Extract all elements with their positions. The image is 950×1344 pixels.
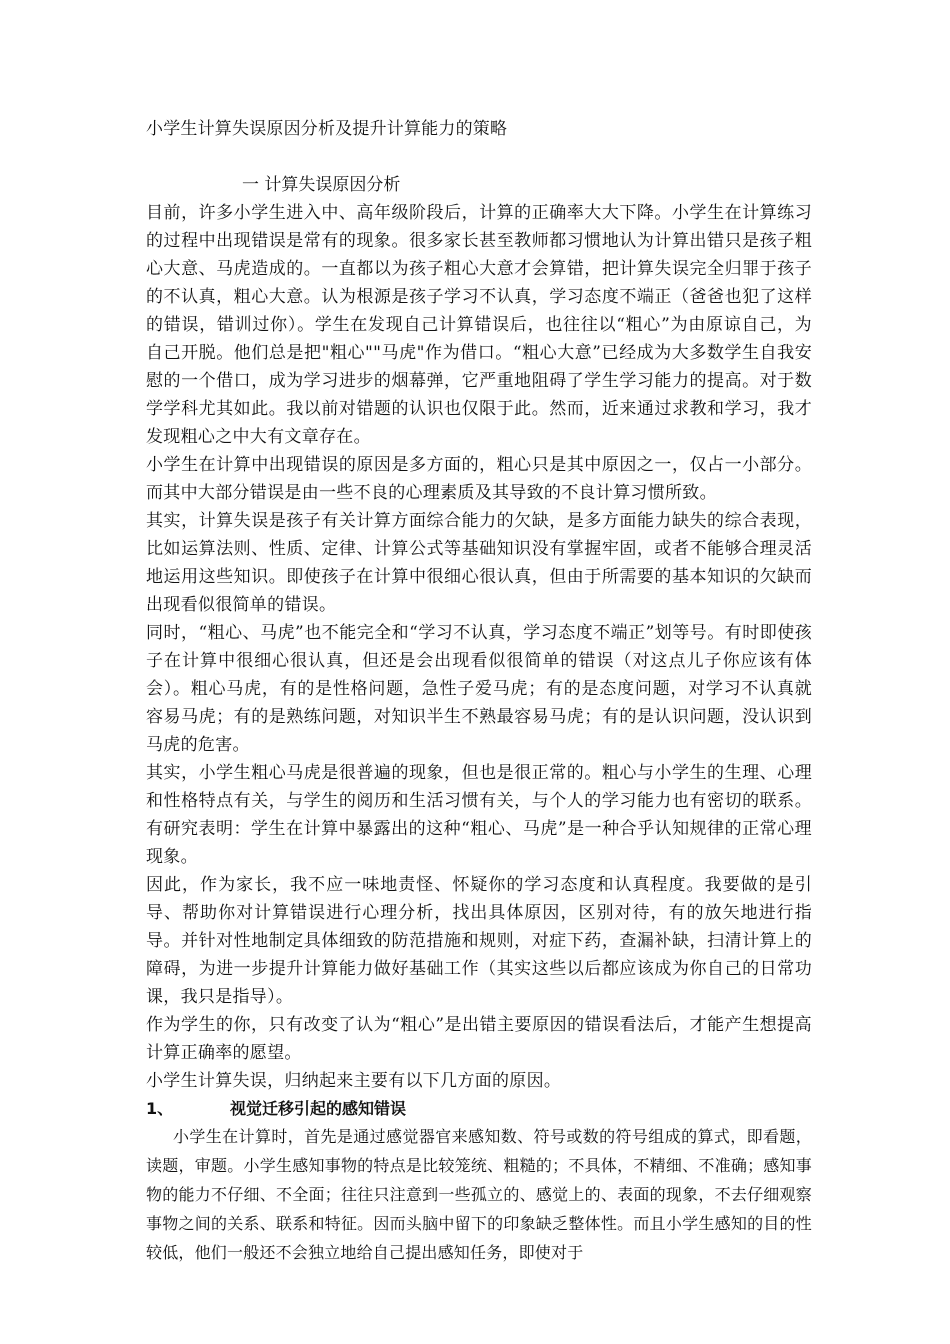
paragraph: 小学生计算失误，归纳起来主要有以下几方面的原因。 <box>146 1071 562 1091</box>
subsection-title: 视觉迁移引起的感知错误 <box>230 1099 407 1118</box>
section-heading: 一 计算失误原因分析 <box>242 175 401 195</box>
paragraph: 作为学生的你，只有改变了认为“粗心”是出错主要原因的错误看法后，才能产生想提高计算正确率的愿望。 <box>146 1015 812 1063</box>
document-title: 小学生计算失误原因分析及提升计算能力的策略 <box>146 119 508 139</box>
paragraph: 目前，许多小学生进入中、高年级阶段后，计算的正确率大大下降。小学生在计算练习的过程中出现错误是常有的现象。很多家长甚至教师都习惯地认为计算出错只是孩子粗心大意、马虎造成的。一直都以为孩子粗心大意才会算错，把计算失误完全归罪于孩子的不认真，粗心大意。认为根源是孩子学习不认真，学习态度不端正（爸爸也犯了这样的错误，错训过你）。学生在发现自己计算错误后，也往往以“粗心”为由原谅自己，为自己开脱。他们总是把"粗心""马虎"作为借口。“粗心大意”已经成为大多数学生自我安慰的一个借口，成为学习进步的烟幕弹，它严重地阻碍了学生学习能力的提高。对于数学学科尤其如此。我以前对错题的认识也仅限于此。然而，近来通过求教和学习，我才发现粗心之中大有文章存在。 <box>146 203 812 447</box>
subsection-heading <box>146 1095 812 1122</box>
subsection-number: 1、 <box>146 1099 174 1118</box>
paragraph: 小学生在计算中出现错误的原因是多方面的，粗心只是其中原因之一，仅占一小部分。而其中大部分错误是由一些不良的心理素质及其导致的不良计算习惯所致。 <box>146 455 812 503</box>
paragraph: 因此，作为家长，我不应一味地责怪、怀疑你的学习态度和认真程度。我要做的是引导、帮助你对计算错误进行心理分析，找出具体原因，区别对待，有的放矢地进行指导。并针对性地制定具体细致的防范措施和规则，对症下药，查漏补缺，扫清计算上的障碍，为进一步提升计算能力做好基础工作（其实这些以后都应该成为你自己的日常功课，我只是指导）。 <box>146 875 812 1007</box>
paragraph: 其实，小学生粗心马虎是很普遍的现象，但也是很正常的。粗心与小学生的生理、心理和性格特点有关，与学生的阅历和生活习惯有关，与个人的学习能力也有密切的联系。有研究表明：学生在计算中暴露出的这种“粗心、马虎”是一种合乎认知规律的正常心理现象。 <box>146 763 812 867</box>
paragraph: 其实，计算失误是孩子有关计算方面综合能力的欠缺，是多方面能力缺失的综合表现，比如运算法则、性质、定律、计算公式等基础知识没有掌握牢固，或者不能够合理灵活地运用这些知识。即使孩子在计算中很细心很认真，但由于所需要的基本知识的欠缺而出现看似很简单的错误。 <box>146 511 812 615</box>
paragraph: 小学生在计算时，首先是通过感觉器官来感知数、符号或数的符号组成的算式，即看题，读题，审题。小学生感知事物的特点是比较笼统、粗糙的；不具体，不精细、不准确；感知事物的能力不仔细、不全面；往往只注意到一些孤立的、感觉上的、表面的现象，不去仔细观察事物之间的关系、联系和特征。因而头脑中留下的印象缺乏整体性。而且小学生感知的目的性较低，他们一般还不会独立地给自己提出感知任务，即使对于 <box>146 1127 812 1262</box>
analysis-section <box>146 199 812 1095</box>
paragraph: 同时，“粗心、马虎”也不能完全和“学习不认真，学习态度不端正”划等号。有时即使孩子在计算中很细心很认真，但还是会出现看似很简单的错误（对这点儿子你应该有体会）。粗心马虎，有的是性格问题，急性子爱马虎；有的是态度问题，对学习不认真就容易马虎；有的是熟练问题，对知识半生不熟最容易马虎；有的是认识问题，没认识到马虎的危害。 <box>146 623 812 755</box>
perception-error-section <box>146 1122 812 1267</box>
document-page <box>146 116 812 1267</box>
